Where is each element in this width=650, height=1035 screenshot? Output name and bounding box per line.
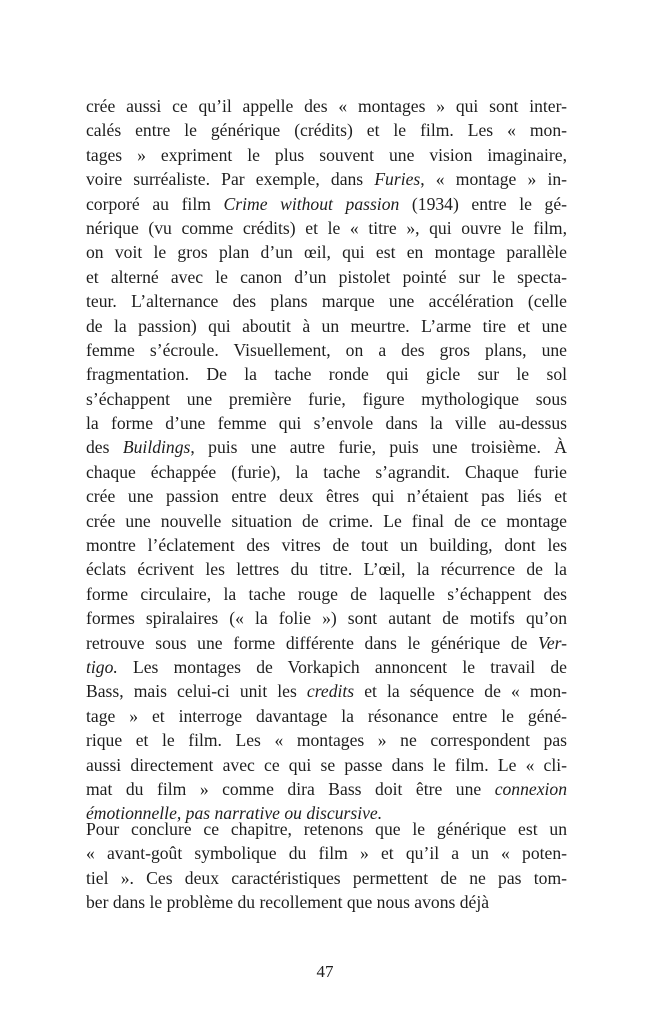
italic-text: émotionnelle, pas narrative ou discursive. bbox=[86, 803, 383, 824]
text-line bbox=[86, 143, 567, 167]
text-run: des bbox=[86, 437, 123, 458]
text-run: mat du film » comme dira Bass doit être une bbox=[86, 778, 495, 799]
text-run: ber dans le problème du recollement que nous avons déjà bbox=[86, 892, 490, 913]
text-run: voire surréaliste. Par exemple, dans bbox=[86, 169, 375, 190]
paragraph-2 bbox=[86, 817, 567, 915]
text-run: , « montage » in- bbox=[420, 169, 567, 190]
italic-text: Crime without passion bbox=[223, 193, 400, 214]
text-run: corporé au film bbox=[86, 193, 224, 214]
text-line bbox=[86, 289, 567, 313]
text-run: et alterné avec le canon d’un pistolet pointé sur le specta- bbox=[86, 266, 567, 287]
italic-text: connexion bbox=[494, 778, 567, 799]
text-line bbox=[86, 728, 567, 752]
text-line bbox=[86, 265, 567, 289]
text-run: teur. L’alternance des plans marque une accélération (celle bbox=[86, 291, 567, 312]
italic-text: Buildings bbox=[122, 437, 191, 458]
text-line bbox=[86, 118, 567, 142]
text-line bbox=[86, 338, 567, 362]
text-line bbox=[86, 240, 567, 264]
text-line bbox=[86, 411, 567, 435]
text-line bbox=[86, 841, 567, 865]
text-run: forme circulaire, la tache rouge de laquelle s’échappent des bbox=[86, 583, 567, 604]
italic-text: credits bbox=[306, 681, 355, 702]
text-line bbox=[86, 314, 567, 338]
text-line bbox=[86, 216, 567, 240]
text-run: formes spiralaires (« la folie ») sont autant de motifs qu’on bbox=[86, 608, 567, 629]
text-line bbox=[86, 890, 567, 914]
text-line bbox=[86, 631, 567, 655]
text-run: éclats écrivent les lettres du titre. L’œil, la récurrence de la bbox=[86, 559, 567, 580]
text-line bbox=[86, 817, 567, 841]
text-run: crée une passion entre deux êtres qui n’étaient pas liés et bbox=[86, 486, 567, 507]
text-line bbox=[86, 362, 567, 386]
text-line bbox=[86, 435, 567, 459]
text-run: et la séquence de « mon- bbox=[354, 681, 567, 702]
text-line bbox=[86, 582, 567, 606]
text-line bbox=[86, 753, 567, 777]
text-run: tages » expriment le plus souvent une vision imaginaire, bbox=[86, 144, 567, 165]
text-run: Les montages de Vorkapich annoncent le travail de bbox=[117, 656, 567, 677]
text-run: nérique (vu comme crédits) et le « titre », qui ouvre le film, bbox=[86, 217, 567, 238]
text-line bbox=[86, 192, 567, 216]
italic-text: tigo. bbox=[86, 656, 118, 677]
text-line bbox=[86, 777, 567, 801]
page-number: 47 bbox=[316, 962, 334, 981]
text-run: tage » et interroge davantage la résonance entre le géné- bbox=[86, 705, 567, 726]
text-run: Pour conclure ce chapitre, retenons que le générique est un bbox=[86, 819, 567, 839]
text-line bbox=[86, 679, 567, 703]
text-line bbox=[86, 655, 567, 679]
text-line bbox=[86, 704, 567, 728]
text-run: tiel ». Ces deux caractéristiques permettent de ne pas tom- bbox=[86, 867, 567, 888]
text-run: femme s’écroule. Visuellement, on a des gros plans, une bbox=[86, 339, 567, 360]
text-run: on voit le gros plan d’un œil, qui est en montage parallèle bbox=[86, 242, 567, 263]
text-run: rique et le film. Les « montages » ne correspondent pas bbox=[86, 730, 567, 751]
text-run: calés entre le générique (crédits) et le film. Les « mon- bbox=[86, 120, 567, 141]
text-line bbox=[86, 484, 567, 508]
text-run: aussi directement avec ce qui se passe dans le film. Le « cli- bbox=[86, 754, 567, 775]
text-run: Bass, mais celui-ci unit les bbox=[86, 681, 307, 702]
text-run: crée aussi ce qu’il appelle des « montages » qui sont inter- bbox=[86, 96, 567, 116]
text-line bbox=[86, 167, 567, 191]
text-run: (1934) entre le gé- bbox=[399, 193, 567, 214]
italic-text: Ver- bbox=[538, 632, 567, 653]
text-line bbox=[86, 509, 567, 533]
text-line bbox=[86, 387, 567, 411]
text-run: la forme d’une femme qui s’envole dans la ville au-dessus bbox=[86, 413, 567, 434]
text-line bbox=[86, 557, 567, 581]
text-run: s’échappent une première furie, figure mythologique sous bbox=[86, 388, 567, 409]
italic-text: Furies bbox=[374, 169, 421, 190]
text-line bbox=[86, 866, 567, 890]
text-run: montre l’éclatement des vitres de tout un building, dont les bbox=[86, 535, 567, 556]
text-run: de la passion) qui aboutit à un meurtre. L’arme tire et une bbox=[86, 315, 567, 336]
text-run: chaque échappée (furie), la tache s’agrandit. Chaque furie bbox=[86, 461, 567, 482]
text-line bbox=[86, 606, 567, 630]
text-line bbox=[86, 533, 567, 557]
text-line bbox=[86, 94, 567, 118]
text-run: retrouve sous une forme différente dans le générique de bbox=[86, 632, 539, 653]
text-run: crée une nouvelle situation de crime. Le final de ce montage bbox=[86, 510, 567, 531]
text-run: , puis une autre furie, puis une troisième. À bbox=[190, 437, 567, 458]
paragraph-1 bbox=[86, 94, 567, 826]
text-run: fragmentation. De la tache ronde qui gicle sur le sol bbox=[86, 364, 567, 385]
text-line bbox=[86, 460, 567, 484]
text-run: « avant-goût symbolique du film » et qu’il a un « poten- bbox=[86, 843, 567, 864]
